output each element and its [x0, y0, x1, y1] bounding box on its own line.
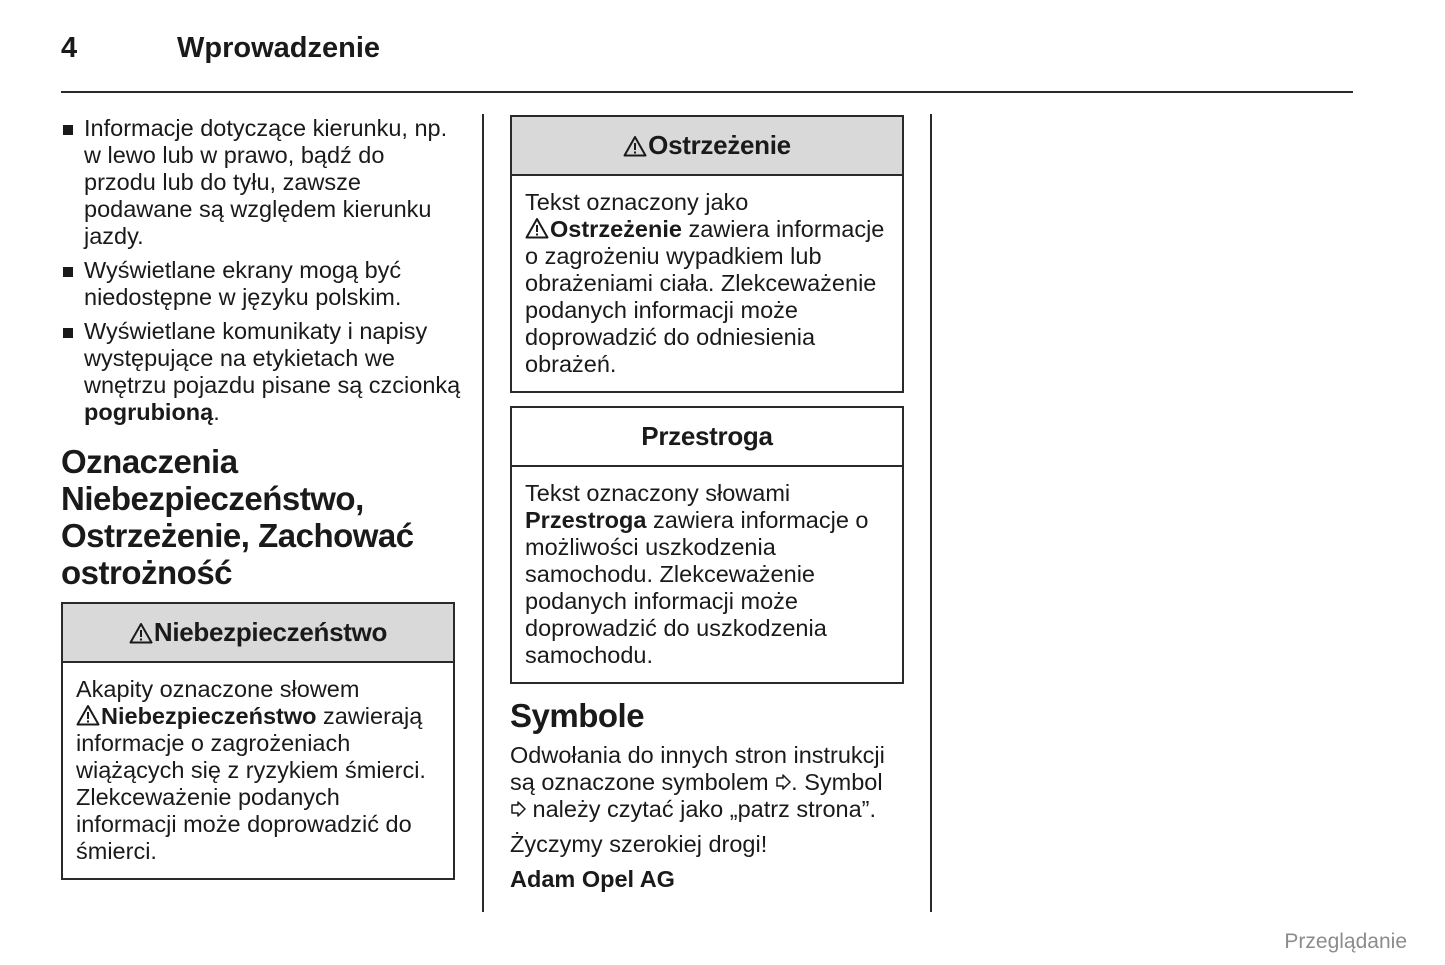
bullet-text: Wyświetlane ekrany mogą być niedostępne w języku polskim.	[84, 257, 402, 310]
reference-arrow-icon	[775, 774, 791, 790]
danger-box-keyword: Niebezpieczeństwo	[101, 703, 317, 729]
caution-notice-box	[510, 406, 904, 684]
bullet-text: Informacje dotyczące kierunku, np. w lewo lub w prawo, bądź do przodu lub do tyłu, zawsze podawane są względem kierunku jazdy.	[84, 115, 448, 249]
column-divider-right	[930, 114, 932, 912]
danger-box-header	[63, 604, 453, 663]
warning-triangle-icon	[623, 135, 647, 157]
column-left	[61, 115, 461, 880]
company-name: Adam Opel AG	[510, 866, 675, 892]
bullet-text: Wyświetlane komunikaty i napisy występujące na etykietach we wnętrzu pojazdu pisane są czcionką	[84, 318, 461, 398]
list-item	[61, 257, 461, 311]
warning-notice-box	[510, 115, 904, 393]
warning-box-header	[512, 117, 902, 176]
bullet-list	[61, 115, 461, 426]
bullet-text-end: .	[213, 399, 220, 425]
bullet-square-icon	[63, 267, 73, 277]
page-number: 4	[61, 32, 78, 64]
browse-link[interactable]: Przeglądanie	[1284, 930, 1407, 953]
section-heading-symbols: Symbole	[510, 697, 645, 734]
symbols-text-2: . Symbol	[791, 769, 883, 795]
warning-box-title: Ostrzeżenie	[648, 130, 791, 160]
symbols-text-3: należy czytać jako „patrz strona”.	[526, 796, 877, 822]
list-item	[61, 115, 461, 250]
warning-triangle-icon	[76, 704, 100, 726]
header-rule	[61, 91, 1353, 93]
caution-box-body	[512, 467, 902, 682]
bullet-square-icon	[63, 125, 73, 135]
bullet-square-icon	[63, 328, 73, 338]
symbols-paragraph	[510, 742, 904, 823]
caution-box-keyword: Przestroga	[525, 507, 647, 533]
column-divider-left	[482, 114, 484, 912]
reference-arrow-icon	[510, 801, 526, 817]
column-middle	[510, 115, 904, 901]
caution-box-title: Przestroga	[641, 421, 773, 451]
warning-box-body	[512, 176, 902, 391]
caution-box-intro: Tekst oznaczony słowami	[525, 480, 791, 506]
caution-box-text: zawiera informacje o możliwości uszkodzenia samochodu. Zlekceważenie podanych informacji może doprowadzić do uszkodzenia samochodu.	[525, 507, 869, 668]
danger-notice-box	[61, 602, 455, 880]
danger-box-body	[63, 663, 453, 878]
caution-box-header	[512, 408, 902, 467]
danger-box-title: Niebezpieczeństwo	[153, 617, 388, 647]
page-title: Wprowadzenie	[177, 32, 381, 64]
list-item	[61, 318, 461, 426]
wish-text: Życzymy szerokiej drogi!	[510, 831, 768, 857]
warning-box-text: zawiera informacje o zagrożeniu wypadkiem lub obrażeniami ciała. Zlekceważenie podanych informacji może doprowadzić do odniesienia obrażeń.	[525, 216, 885, 377]
warning-box-intro: Tekst oznaczony jako	[525, 189, 749, 215]
bullet-bold-text: pogrubioną	[84, 399, 214, 425]
danger-box-intro: Akapity oznaczone słowem	[76, 676, 360, 702]
warning-triangle-icon	[525, 217, 549, 239]
warning-box-keyword: Ostrzeżenie	[550, 216, 682, 242]
section-heading-markings: Oznaczenia Niebezpieczeństwo, Ostrzeżenie, Zachować ostrożność	[61, 443, 414, 591]
danger-box-text: zawierają informacje o zagrożeniach wiążących się z ryzykiem śmierci. Zlekceważenie podanych informacji może doprowadzić do śmierci.	[76, 703, 426, 864]
warning-triangle-icon	[129, 622, 153, 644]
symbols-text-1: Odwołania do innych stron instrukcji są oznaczone symbolem	[510, 742, 885, 795]
